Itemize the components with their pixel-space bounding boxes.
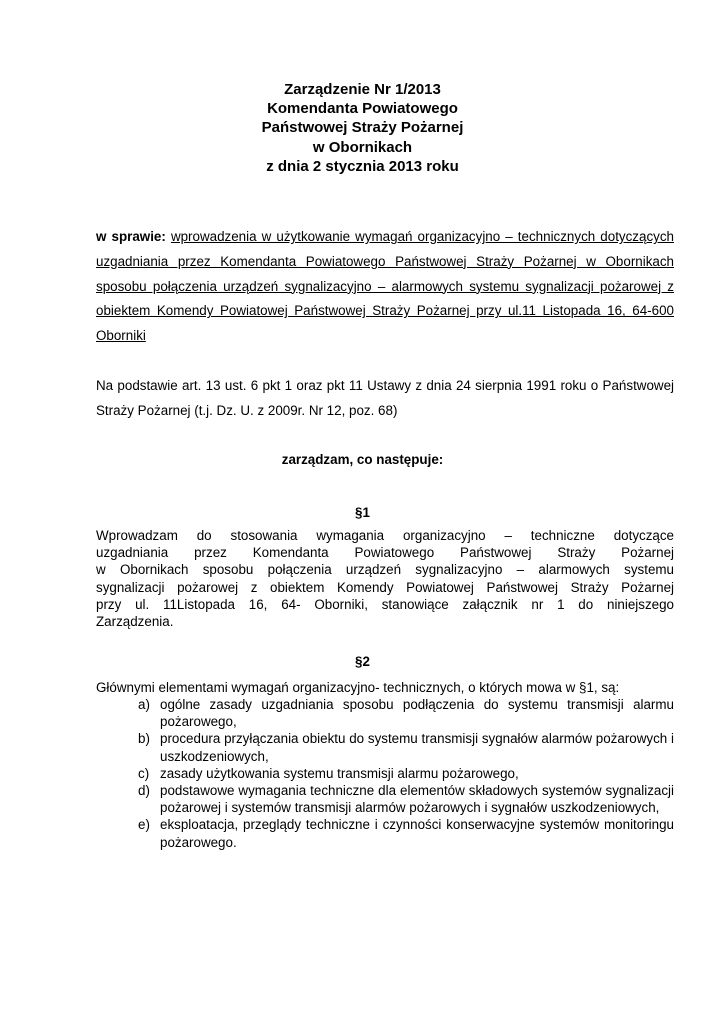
list-marker: b) xyxy=(138,731,150,747)
list-item-text: ogólne zasady uzgadniania sposobu podłączenia do systemu transmisji alarmu pożarowego, xyxy=(160,697,674,730)
section-1-line: w Obornikach sposobu połączenia urządzeń sygnalizacyjno – alarmowych systemu xyxy=(96,562,674,578)
section-2-heading: §2 xyxy=(355,654,370,669)
section-1-line: Wprowadzam do stosowania wymagania organizacyjno – techniczne dotyczące xyxy=(96,528,674,543)
list-item-text: zasady użytkowania systemu transmisji alarmu pożarowego, xyxy=(160,765,519,781)
section-1-paragraph xyxy=(96,527,674,630)
section-2-list xyxy=(96,696,674,851)
list-item xyxy=(96,816,674,850)
list-item-text: podstawowe wymagania techniczne dla elementów składowych systemów sygnalizacji pożarowej i systemów transmisji alarmów pożarowych i sygnałów uszkodzeniowych, xyxy=(160,783,674,816)
section-1-line: uzgadniania przez Komendanta Powiatowego Państwowej Straży Pożarnej xyxy=(96,545,674,561)
subject-paragraph xyxy=(96,225,674,349)
list-item xyxy=(96,765,674,782)
subject-text: wprowadzenia w użytkowanie wymagań organizacyjno – technicznych dotyczących uzgadniania przez Komendanta Powiatowego Państwowej Straży Pożarnej w Obornikach sposobu połączenia urządzeń sygnalizacyjno – alarmowych systemu sygnalizacji pożarowej z obiektem Komendy Powiatowej Państwowej Straży Pożarnej przy ul.11 Listopada 16, 64-600 Oborniki xyxy=(96,229,674,344)
list-item xyxy=(96,782,674,816)
title-line-3: Państwowej Straży Pożarnej xyxy=(261,119,464,137)
list-marker: d) xyxy=(138,783,150,799)
decree-statement: zarządzam, co następuje: xyxy=(281,452,444,467)
document-title xyxy=(0,80,725,176)
list-item xyxy=(96,730,674,764)
title-line-5: z dnia 2 stycznia 2013 roku xyxy=(266,157,459,175)
list-marker: e) xyxy=(138,817,150,833)
section-1-heading: §1 xyxy=(355,505,370,520)
section-1-line: Zarządzenia. xyxy=(96,614,174,630)
list-marker: a) xyxy=(138,697,150,712)
list-item xyxy=(96,696,674,730)
section-2-intro: Głównymi elementami wymagań organizacyjno- technicznych, o których mowa w §1, są: xyxy=(96,680,620,695)
subject-label: w sprawie: xyxy=(96,229,166,244)
list-marker: c) xyxy=(138,765,150,781)
list-item-text: procedura przyłączania obiektu do systemu transmisji sygnałów alarmów pożarowych i uszkodzeniowych, xyxy=(160,731,674,764)
legal-basis: Na podstawie art. 13 ust. 6 pkt 1 oraz pkt 11 Ustawy z dnia 24 sierpnia 1991 roku o Państwowej Straży Pożarnej (t.j. Dz. U. z 2009r. Nr 12, poz. 68) xyxy=(96,378,674,418)
title-line-1: Zarządzenie Nr 1/2013 xyxy=(284,81,441,98)
title-line-2: Komendanta Powiatowego xyxy=(267,100,458,118)
section-1-line: przy ul. 11Listopada 16, 64- Oborniki, stanowiące załącznik nr 1 do niniejszego xyxy=(96,596,674,612)
section-1-line: sygnalizacji pożarowej z obiektem Komendy Powiatowej Państwowej Straży Pożarnej xyxy=(96,579,674,595)
list-item-text: eksploatacja, przeglądy techniczne i czynności konserwacyjne systemów monitoringu pożarowego. xyxy=(160,817,674,850)
title-line-4: w Obornikach xyxy=(312,138,413,156)
